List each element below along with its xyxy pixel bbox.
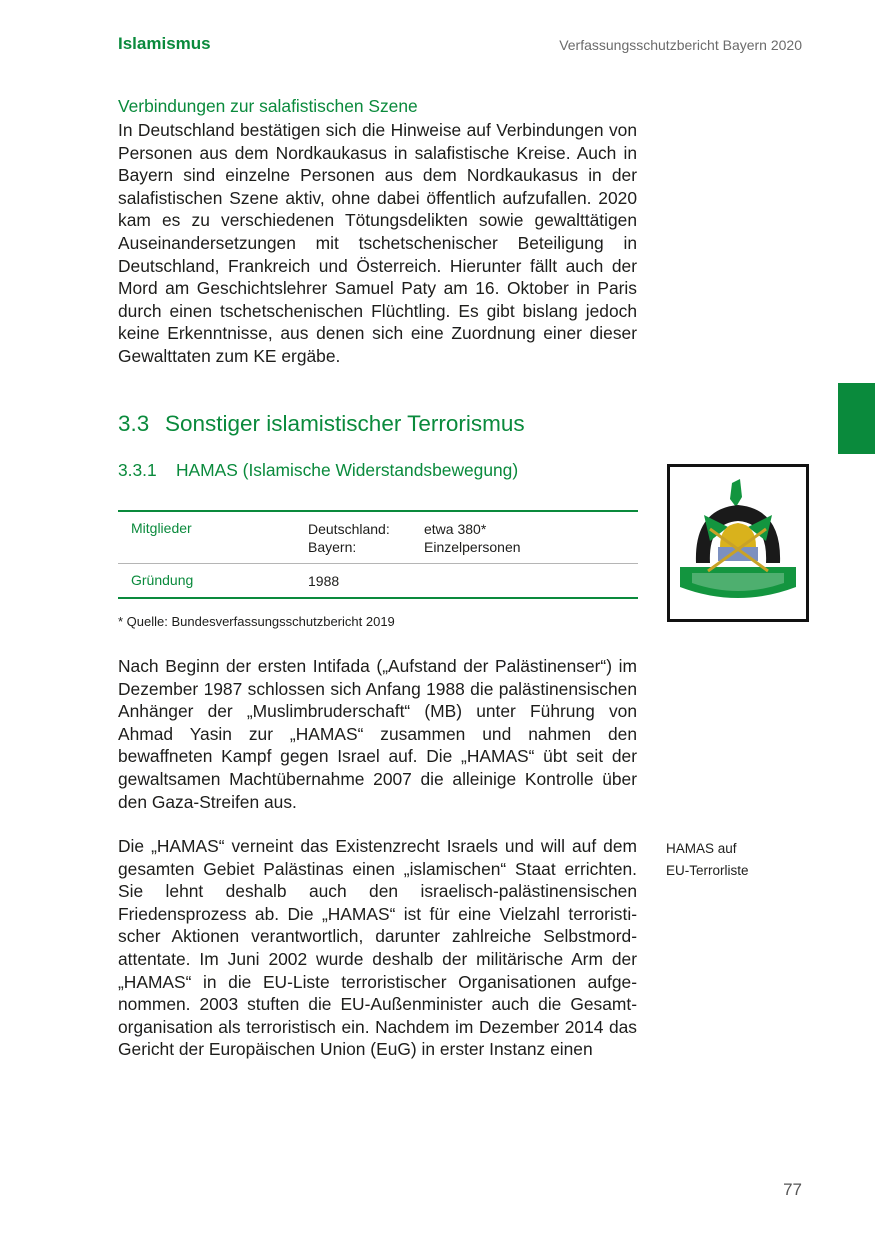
intro-subheading: Verbindungen zur salafistischen Szene (118, 96, 418, 116)
section-number: 3.3 (118, 411, 150, 436)
founded-label: Gründung (131, 572, 194, 588)
hamas-emblem-image (667, 464, 809, 622)
page-number: 77 (783, 1180, 802, 1199)
facts-row-members (118, 512, 638, 563)
bavaria-value: Einzelpersonen (424, 539, 521, 555)
chapter-thumb-tab (838, 383, 875, 454)
margin-note-line-2: EU-Terrorliste (666, 863, 749, 878)
footnote: * Quelle: Bundesverfassungsschutzbericht 2019 (118, 614, 395, 629)
germany-value: etwa 380* (424, 521, 487, 537)
intro-paragraph: In Deutschland bestätigen sich die Hinweise auf Verbindungen von Personen aus dem Nordkaukasus in salafistische Kreise. Auch in Bayern sind einzelne Personen aus dem Nordkaukasus in der salafistischen Szene aktiv, ohne dabei öffentlich aufzufallen. 2020 kam es zu verschiedenen Tötungsdelikten sowie gewalttätigen Auseinandersetzungen mit tschetschenischer Beteiligung in Deutschland, Frankreich und Österreich. Hierunter fällt auch der Mord am Geschichtslehrer Samuel Paty am 16. Oktober in Paris durch einen tschetschenischen Flüchtling. Es gibt bislang jedoch keine Erkenntnisse, aus denen sich eine Zuordnung einer dieser Gewalttaten zum KE ergäbe. (118, 120, 637, 366)
section-title: Sonstiger islamistischer Terrorismus (165, 411, 525, 436)
bavaria-label: Bayern: (308, 539, 357, 555)
hamas-emblem-icon (670, 467, 806, 619)
margin-note (666, 838, 749, 882)
facts-table (118, 510, 638, 599)
founded-value: 1988 (308, 573, 340, 589)
members-label: Mitglieder (131, 520, 192, 536)
members-values (424, 520, 521, 556)
subsection-number: 3.3.1 (118, 460, 157, 480)
facts-row-founded (118, 563, 638, 597)
paragraph-history: Nach Beginn der ersten Intifada („Aufstand der Palästinenser“) im Dezember 1987 schlossen sich Anfang 1988 die palästinensischen Anhänger der „Muslimbruderschaft“ (MB) unter Führung von Ahmad Yasin zur „HAMAS“ zusammen und nahmen den bewaffneten Kampf gegen Israel auf. Die „HAMAS“ übt seit der gewaltsamen Machtübernahme 2007 die alleinige Kontrolle über den Gaza-Streifen aus. (118, 656, 637, 812)
germany-label: Deutschland: (308, 521, 390, 537)
section-heading (118, 411, 525, 437)
margin-note-line-1: HAMAS auf (666, 841, 737, 856)
emblem-map (730, 479, 742, 507)
subsection-title: HAMAS (Islamische Widerstandsbewegung) (176, 460, 519, 480)
running-header-section: Islamismus (118, 34, 211, 53)
members-region-labels (308, 520, 424, 556)
subsection-heading (118, 460, 518, 481)
running-header-document-title: Verfassungsschutzbericht Bayern 2020 (559, 37, 802, 53)
paragraph-ideology: Die „HAMAS“ verneint das Existenzrecht Israels und will auf dem gesamten Gebiet Palästinas einen „islamischen“ Staat errichten. Sie lehnt deshalb auch den israelisch-palästinensischen Friedensprozess ab. Die „HAMAS“ ist für eine Vielzahl terroristischer Aktionen verantwortlich, darunter zahlreiche Selbstmordattentate. Im Juni 2002 wurde deshalb der militärische Arm der „HAMAS“ in die EU-Liste terroristischer Organisationen aufgenommen. 2003 stuften die EU-Außenminister auch die Gesamtorganisation als terroristisch ein. Nachdem im Dezember 2014 das Gericht der Europäischen Union (EuG) in erster Instanz einen (118, 836, 637, 1060)
